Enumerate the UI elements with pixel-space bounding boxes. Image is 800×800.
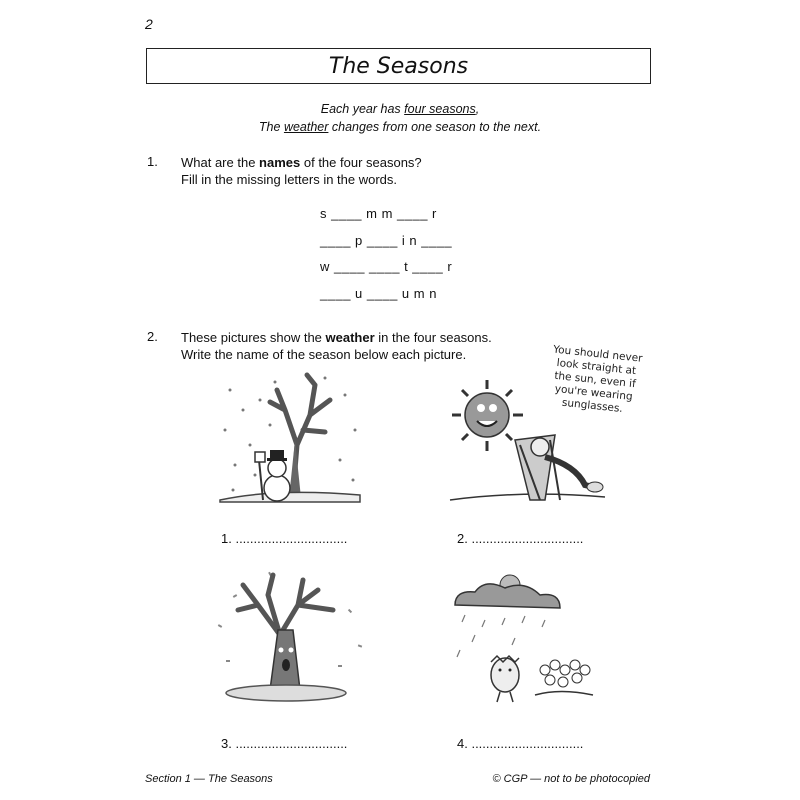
question-2-line-2: Write the name of the season below each picture. [181,347,467,362]
question-2-text [181,329,561,363]
chick-icon [491,656,519,702]
q2-suffix: in the four seasons. [374,330,492,345]
season-word-spring[interactable]: ____ p ____ i n ____ [320,233,453,248]
intro-text [150,100,650,136]
snowflakes-icon [224,377,357,492]
speech-bubble-text: You should never look straight at the sun, even if you're wearing sunglasses. [552,343,643,416]
flowers-icon [540,660,590,687]
page-title: The Seasons [328,53,469,79]
spring-picture [445,570,595,710]
intro-line-1-suffix: , [475,102,480,116]
q1-bold-names: names [259,155,301,170]
page-number: 2 [145,16,153,32]
season-word-winter[interactable]: w ____ ____ t ____ r [320,259,453,274]
autumn-picture [208,565,368,710]
q1-suffix: of the four seasons? [300,155,422,170]
intro-line-2 [150,118,650,136]
question-1-number: 1. [147,154,158,169]
answer-line-3[interactable]: 3. ............................... [221,736,348,751]
answer-line-4[interactable]: 4. ............................... [457,736,584,751]
q2-prefix: These pictures show the [181,330,326,345]
intro-underlined-weather: weather [283,120,329,134]
deck-chair-icon [515,435,603,500]
title-box [146,48,651,84]
question-1-text [181,154,601,188]
season-word-summer[interactable]: s ____ m m ____ r [320,206,437,221]
summer-picture [445,375,610,510]
intro-line-2-suffix: changes from one season to the next. [328,120,542,134]
footer-copyright: © CGP — not to be photocopied [492,773,650,785]
question-1-line-1 [181,154,601,171]
intro-line-2-prefix: The [258,120,284,134]
season-word-autumn[interactable]: ____ u ____ u m n [320,286,437,301]
intro-line-1-prefix: Each year has [320,102,405,116]
question-1-line-2: Fill in the missing letters in the words. [181,172,398,187]
answer-line-1[interactable]: 1. ............................... [221,531,348,546]
rain-icon [457,615,545,657]
q2-bold-weather: weather [325,330,375,345]
q1-prefix: What are the [181,155,260,170]
answer-line-2[interactable]: 2. ............................... [457,531,584,546]
sun-icon [452,380,523,451]
footer-section-label: Section 1 — The Seasons [145,773,273,785]
question-2-number: 2. [147,329,158,344]
question-2-line-1 [181,329,561,346]
winter-picture [215,370,365,515]
cloud-sun-icon [455,575,560,608]
intro-line-1 [150,100,650,118]
intro-underlined-four-seasons: four seasons [404,102,476,116]
